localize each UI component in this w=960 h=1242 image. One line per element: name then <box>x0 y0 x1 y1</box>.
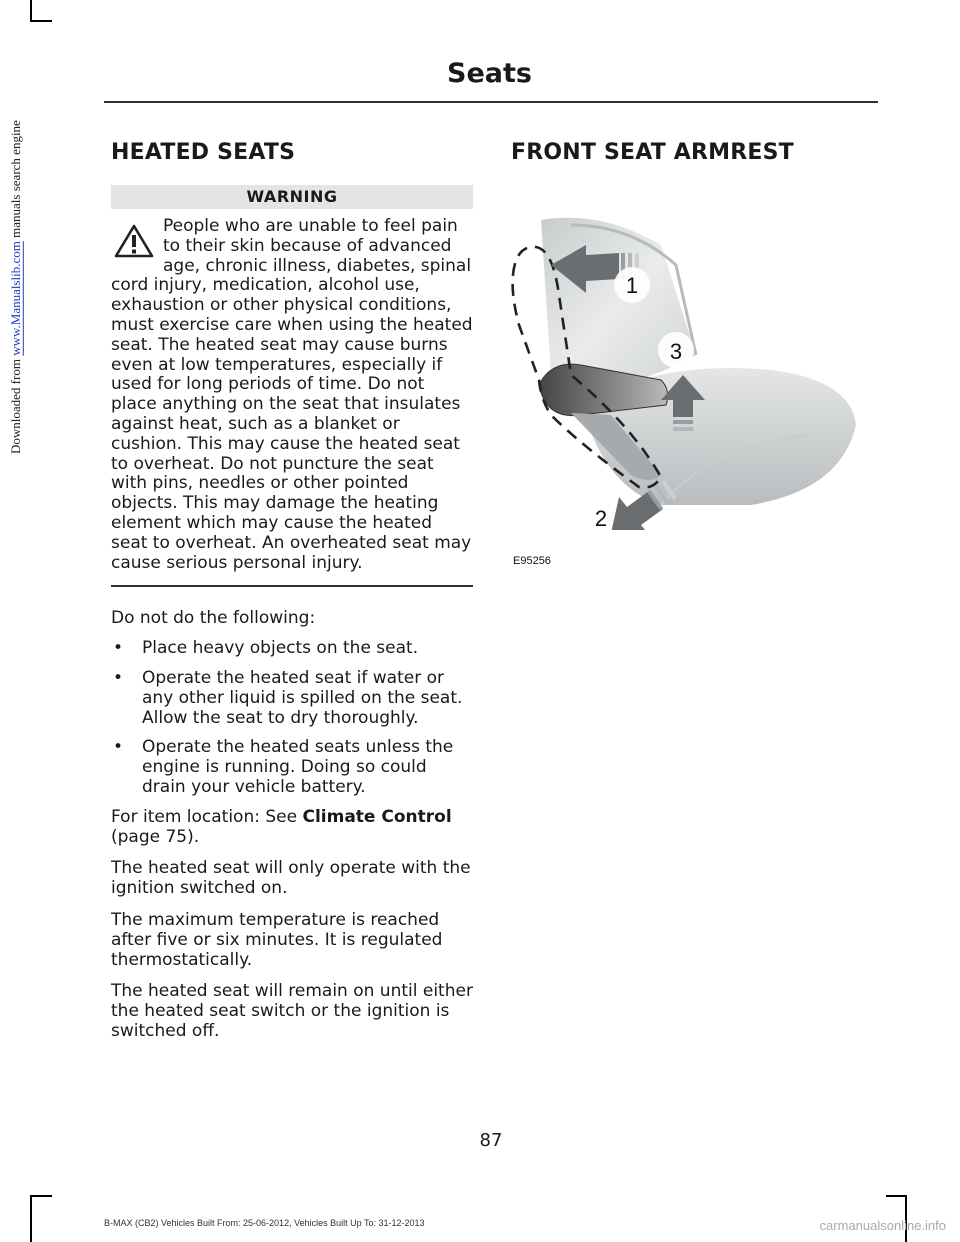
climate-control-link[interactable]: Climate Control <box>302 806 452 827</box>
do-not-list <box>111 639 473 798</box>
footer-vehicle-info: B-MAX (CB2) Vehicles Built From: 25-06-2012, Vehicles Built Up To: 31-12-2013 <box>104 1218 425 1228</box>
callout-2: 2 <box>594 506 608 530</box>
crop-mark <box>30 1195 32 1242</box>
figure-code: E95256 <box>513 555 551 567</box>
crop-mark <box>886 1195 906 1197</box>
crop-mark <box>30 0 32 20</box>
running-head: Seats <box>447 58 532 89</box>
right-column <box>511 140 873 567</box>
warning-triangle-icon <box>113 223 155 259</box>
armrest-illustration <box>511 185 856 567</box>
heated-seats-heading: HEATED SEATS <box>111 140 296 165</box>
callout-1: 1 <box>625 273 639 298</box>
armrest-diagram <box>511 185 856 530</box>
warning-block <box>111 217 473 587</box>
location-suffix: (page 75). <box>111 826 200 847</box>
callout-3: 3 <box>669 339 683 364</box>
front-seat-armrest-heading: FRONT SEAT ARMREST <box>511 140 794 165</box>
left-column <box>111 140 473 1042</box>
warning-label: WARNING <box>111 185 473 209</box>
download-prefix: Downloaded from <box>8 355 23 454</box>
item-location <box>111 808 473 848</box>
paragraph-ignition: The heated seat will only operate with the ignition switched on. <box>111 858 471 899</box>
do-not-intro: Do not do the following: <box>111 608 316 629</box>
page-number: 87 <box>479 1130 503 1151</box>
manualslib-link[interactable]: www.Manualslib.com <box>8 240 23 356</box>
header-rule <box>104 101 878 103</box>
list-item: • Operate the heated seats unless the engine is running. Doing so could drain your vehicle battery. <box>111 738 473 797</box>
paragraph-temperature: The maximum temperature is reached after five or six minutes. It is regulated thermostatically. <box>111 909 443 970</box>
crop-mark <box>30 1195 52 1197</box>
watermark: carmanualsonline.info <box>819 1218 946 1233</box>
location-prefix: For item location: See <box>111 806 303 827</box>
download-suffix: manuals search engine <box>8 120 23 241</box>
paragraph-switch-off: The heated seat will remain on until either the heated seat switch or the ignition is switched off. <box>111 981 473 1041</box>
crop-mark <box>30 20 52 22</box>
list-item: • Operate the heated seat if water or any other liquid is spilled on the seat. Allow the seat to dry thoroughly. <box>111 669 473 728</box>
download-note <box>8 120 24 1220</box>
list-item: • Place heavy objects on the seat. <box>111 639 473 659</box>
warning-text: People who are unable to feel pain to their skin because of advanced age, chronic illness, diabetes, spinal cord injury, medication, alcohol use, exhaustion or other physical conditions, must exercise care when using the heated seat. The heated seat may cause burns even at low temperatures, especially if used for long periods of time. Do not place anything on the seat that insulates against heat, such as a blanket or cushion. This may cause the heated seat to overheat. Do not puncture the seat with pins, needles or other pointed objects. This may damage the heating element which may cause the heated seat to overheat. An overheated seat may cause serious personal injury. <box>111 216 473 573</box>
